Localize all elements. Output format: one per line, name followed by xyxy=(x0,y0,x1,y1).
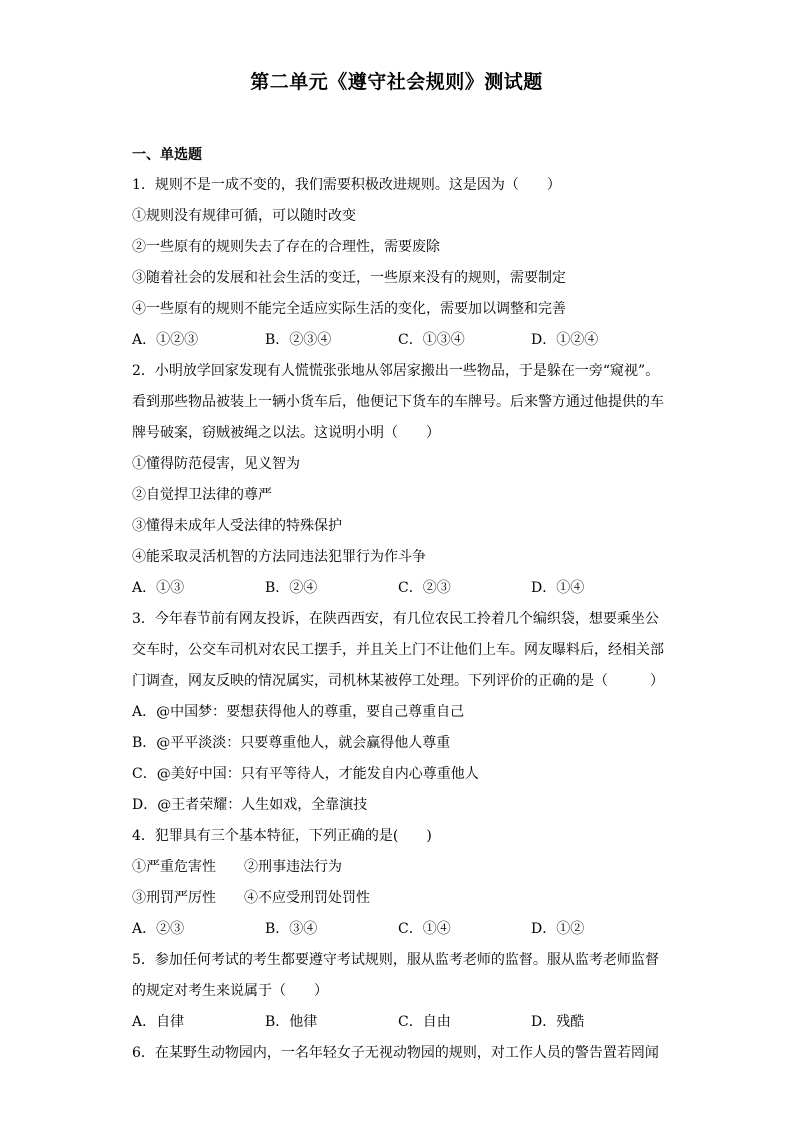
question-1-option-b: B．②③④ xyxy=(265,332,332,348)
question-2-option-d: D．①④ xyxy=(531,580,585,596)
question-2-statement-4: ④能采取灵活机智的方法同违法犯罪行为作斗争 xyxy=(132,549,426,565)
question-6-stem-line-1: 6．在某野生动物园内，一名年轻女子无视动物园的规则，对工作人员的警告置若罔闻 xyxy=(132,1045,659,1061)
question-5-option-d: D．残酷 xyxy=(531,1014,585,1030)
question-3-stem-line-2: 交车时，公交车司机对农民工摆手，并且关上门不让他们上车。网友曝料后，经相关部 xyxy=(132,642,664,658)
question-1-statement-1: ①规则没有规律可循，可以随时改变 xyxy=(132,208,356,224)
question-1-option-c: C．①③④ xyxy=(398,332,465,348)
section-heading: 一、单选题 xyxy=(132,147,202,163)
question-1-option-a: A．①②③ xyxy=(132,332,199,348)
question-4-options xyxy=(132,914,664,945)
question-1-statement-3: ③随着社会的发展和社会生活的变迁，一些原来没有的规则，需要制定 xyxy=(132,270,566,286)
question-5-option-a: A．自律 xyxy=(132,1014,185,1030)
question-4-stem: 4．犯罪具有三个基本特征，下列正确的是( ) xyxy=(132,828,432,844)
question-4-statements-row-1 xyxy=(132,852,664,883)
question-4-option-b: B．③④ xyxy=(265,921,318,937)
question-5-option-b: B．他律 xyxy=(265,1014,318,1030)
question-4-option-a: A．②③ xyxy=(132,921,185,937)
question-4-statements-row-2 xyxy=(132,883,664,914)
question-2-stem-line-3: 牌号破案，窃贼被绳之以法。这说明小明（ ） xyxy=(132,425,440,441)
question-1-statement-4: ④一些原有的规则不能完全适应实际生活的变化，需要加以调整和完善 xyxy=(132,301,566,317)
question-2-options xyxy=(132,573,664,604)
question-4-statement-2: ②刑事违法行为 xyxy=(244,859,342,875)
question-4-statement-3: ③刑罚严厉性 xyxy=(132,890,216,906)
question-4-statement-4: ④不应受刑罚处罚性 xyxy=(244,890,370,906)
question-5-stem-line-1: 5．参加任何考试的考生都要遵守考试规则，服从监考老师的监督。服从监考老师监督 xyxy=(132,952,659,968)
question-3-option-d: D．@王者荣耀：人生如戏，全靠演技 xyxy=(132,797,368,813)
question-2-statement-1: ①懂得防范侵害，见义智为 xyxy=(132,456,300,472)
document-title: 第二单元《遵守社会规则》测试题 xyxy=(250,71,543,93)
question-4-option-c: C．①④ xyxy=(398,921,451,937)
question-5-stem-line-2: 的规定对考生来说属于（ ） xyxy=(132,983,328,999)
question-1-options xyxy=(132,325,664,356)
question-2-option-a: A．①③ xyxy=(132,580,185,596)
question-1-option-d: D．①②④ xyxy=(531,332,599,348)
question-3-option-c: C．@美好中国：只有平等待人，才能发自内心尊重他人 xyxy=(132,766,479,782)
question-2-stem-line-1: 2．小明放学回家发现有人慌慌张张地从邻居家搬出一些物品，于是躲在一旁“窥视”。 xyxy=(132,363,660,379)
question-2-stem-line-2: 看到那些物品被装上一辆小货车后，他便记下货车的车牌号。后来警方通过他提供的车 xyxy=(132,394,664,410)
question-4-statement-1: ①严重危害性 xyxy=(132,859,216,875)
question-1-stem: 1．规则不是一成不变的，我们需要积极改进规则。这是因为（ ） xyxy=(132,177,561,193)
question-2-statement-2: ②自觉捍卫法律的尊严 xyxy=(132,487,272,503)
question-2-option-b: B．②④ xyxy=(265,580,318,596)
question-5-options xyxy=(132,1007,664,1038)
question-3-stem-line-3: 门调查，网友反映的情况属实，司机林某被停工处理。下列评价的正确的是（ ） xyxy=(132,673,664,689)
question-3-option-a: A．@中国梦：要想获得他人的尊重，要自己尊重自己 xyxy=(132,704,465,720)
question-list xyxy=(132,170,664,1069)
question-2-option-c: C．②③ xyxy=(398,580,451,596)
question-5-option-c: C．自由 xyxy=(398,1014,451,1030)
question-4-option-d: D．①② xyxy=(531,921,585,937)
question-3-option-b: B．@平平淡淡：只要尊重他人，就会赢得他人尊重 xyxy=(132,735,451,751)
question-3-stem-line-1: 3．今年春节前有网友投诉，在陕西西安，有几位农民工拎着几个编织袋，想要乘坐公 xyxy=(132,611,659,627)
question-1-statement-2: ②一些原有的规则失去了存在的合理性，需要废除 xyxy=(132,239,440,255)
question-2-statement-3: ③懂得未成年人受法律的特殊保护 xyxy=(132,518,342,534)
